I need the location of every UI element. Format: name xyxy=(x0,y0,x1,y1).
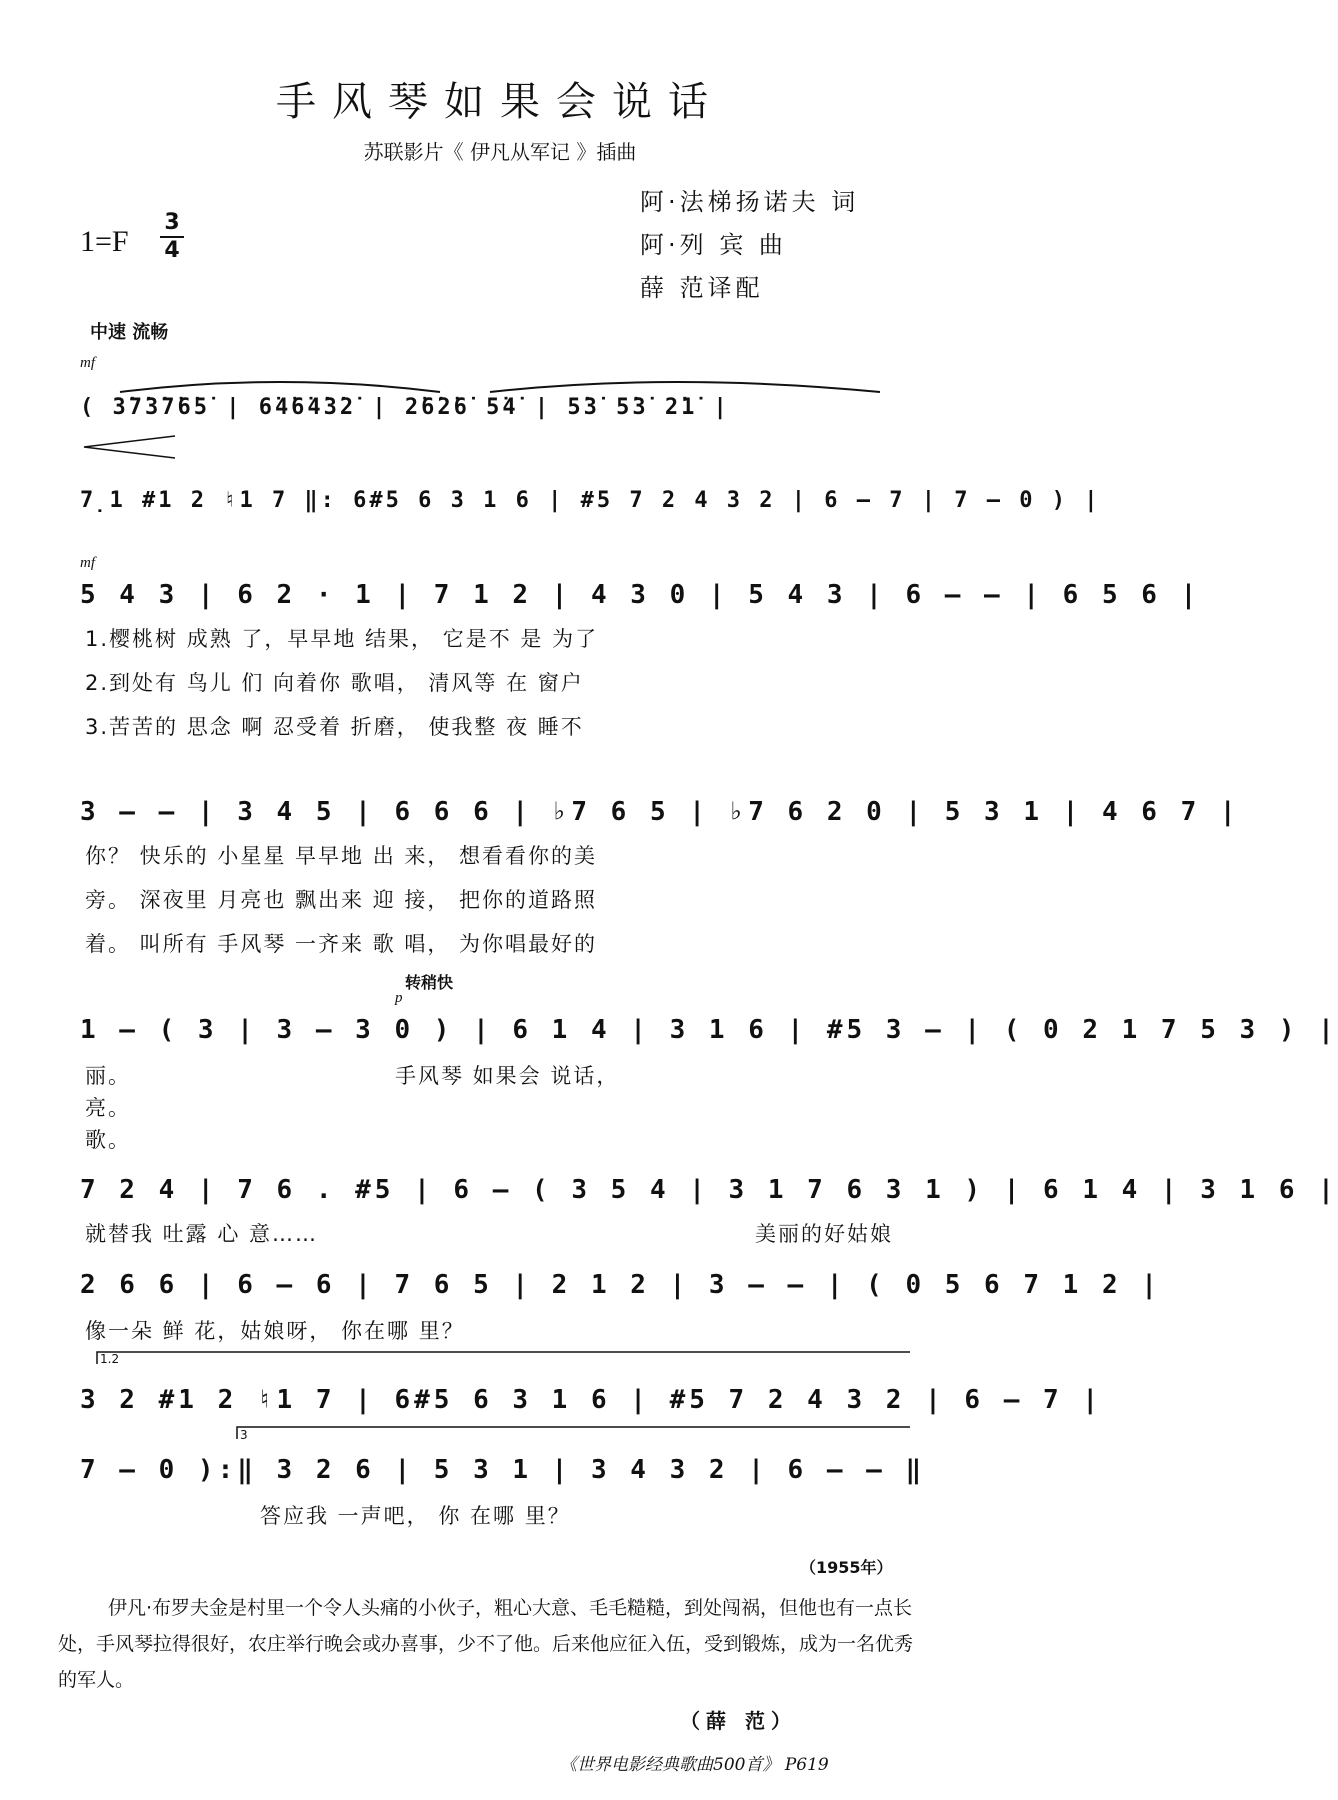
volta-bracket-3 xyxy=(235,1425,915,1439)
verse-lyric-1-stanza-2: 2.到处有 鸟儿 们 向着你 歌唱， 清风等 在 窗户 xyxy=(85,671,584,695)
verse-lyric-2-stanza-1: 你？ 快乐的 小星星 早早地 出 来， 想看看你的美 xyxy=(85,844,598,868)
time-signature-bottom: 4 xyxy=(164,238,180,263)
composition-year: （1955年） xyxy=(800,1558,893,1577)
intro-line-2: 7̣1 #1 2 ♮1 7 ‖: 6#5 6 3 1 6 | #5 7 2 4 3 2 | 6 – 7 | 7 – 0 ) | xyxy=(80,488,1101,513)
chorus-notes-5: 7 – 0 ):‖ 3 2 6 | 5 3 1 | 3 4 3 2 | 6 – – ‖ xyxy=(80,1455,926,1485)
dynamic-mark-p: p xyxy=(395,990,403,1006)
author-signature: （薛 范） xyxy=(680,1709,797,1733)
crescendo-hairpin xyxy=(80,432,180,462)
chorus-notes-4: 3 2 #1 2 ♮1 7 | 6#5 6 3 1 6 | #5 7 2 4 3 2 | 6 – 7 | xyxy=(80,1385,1102,1415)
film-description: 伊凡·布罗夫金是村里一个令人头痛的小伙子，粗心大意、毛毛糙糙，到处闯祸，但他也有一点长处，手风琴拉得很好，农庄举行晚会或办喜事，少不了他。后来他应征入伍，受到锻炼，成为一名优秀的军人。 xyxy=(58,1597,914,1691)
chorus-notes-3: 2 6 6 | 6 – 6 | 7 6 5 | 2 1 2 | 3 – – | ( 0 5 6 7 1 2 | xyxy=(80,1270,1161,1300)
chorus-lyric-1-stanza-3-end: 歌。 xyxy=(85,1128,131,1152)
chorus-notes-1: 1 – ( 3 | 3 – 3 0 ) | 6 1 4 | 3 1 6 | #5 3 – | ( 0 2 1 7 5 3 ) | xyxy=(80,1015,1338,1045)
chorus-lyric-1-end: 丽。 xyxy=(85,1064,131,1088)
dynamic-mark-mf-intro: mf xyxy=(80,355,95,371)
volta-bracket-1-2-label: 1.2 xyxy=(100,1352,120,1366)
volta-bracket-1-2 xyxy=(95,1350,915,1364)
verse-notes-2: 3 – – | 3 4 5 | 6 6 6 | ♭7 6 5 | ♭7 6 2 0 | 5 3 1 | 4 6 7 | xyxy=(80,797,1240,827)
film-subtitle: 苏联影片《 伊凡从军记 》插曲 xyxy=(363,140,637,164)
volta-bracket-3-label: 3 xyxy=(240,1428,248,1442)
tempo-change-mark: 转稍快 xyxy=(405,973,454,992)
verse-lyric-1-stanza-1: 1.樱桃树 成熟 了，早早地 结果， 它是不 是 为了 xyxy=(85,627,599,651)
lyricist-credit: 阿·法梯扬诺夫 词 xyxy=(640,188,860,216)
verse-lyric-1-stanza-3: 3.苦苦的 思念 啊 忍受着 折磨， 使我整 夜 睡不 xyxy=(85,715,584,739)
chorus-lyric-5: 答应我 一声吧， 你 在哪 里？ xyxy=(260,1504,571,1528)
verse-lyric-2-stanza-3: 着。 叫所有 手风琴 一齐来 歌 唱， 为你唱最好的 xyxy=(85,932,598,956)
song-title: 手风琴如果会说话 xyxy=(276,79,724,125)
source-citation: 《世界电影经典歌曲500首》 P619 xyxy=(560,1755,829,1775)
verse-lyric-2-stanza-2: 旁。 深夜里 月亮也 飘出来 迎 接， 把你的道路照 xyxy=(85,888,598,912)
chorus-lyric-3: 像一朵 鲜 花，姑娘呀， 你在哪 里？ xyxy=(85,1319,465,1343)
composer-credit: 阿·列 宾 曲 xyxy=(640,231,787,259)
translator-credit: 薛 范译配 xyxy=(640,274,764,302)
chorus-lyric-2-end: 美丽的好姑娘 xyxy=(755,1222,893,1246)
tempo-marking: 中速 流畅 xyxy=(90,322,169,343)
intro-line-1: ( 3̇7̇3̇7̇6̇5̇ | 6̇4̇6̇4̇3̇2̇ | 2̇6̇2̇6̇ 5̇4̇ | 5̇3̇ 5̇3̇ 2̇1̇ | xyxy=(80,395,730,420)
time-signature-top: 3 xyxy=(164,210,180,235)
chorus-lyric-2: 就替我 吐露 心 意…… xyxy=(85,1222,319,1246)
dynamic-mark-mf-verse: mf xyxy=(80,555,95,571)
time-signature xyxy=(160,210,184,264)
chorus-lyric-1: 手风琴 如果会 说话， xyxy=(395,1064,620,1088)
verse-notes-1: 5 4 3 | 6 2 · 1 | 7 1 2 | 4 3 0 | 5 4 3 | 6 – – | 6 5 6 | xyxy=(80,580,1201,610)
intro-slurs xyxy=(110,368,910,398)
chorus-notes-2: 7 2 4 | 7 6 . #5 | 6 – ( 3 5 4 | 3 1 7 6 3 1 ) | 6 1 4 | 3 1 6 | xyxy=(80,1175,1338,1205)
chorus-lyric-1-stanza-2-end: 亮。 xyxy=(85,1096,131,1120)
key-signature: 1=F xyxy=(80,225,129,258)
